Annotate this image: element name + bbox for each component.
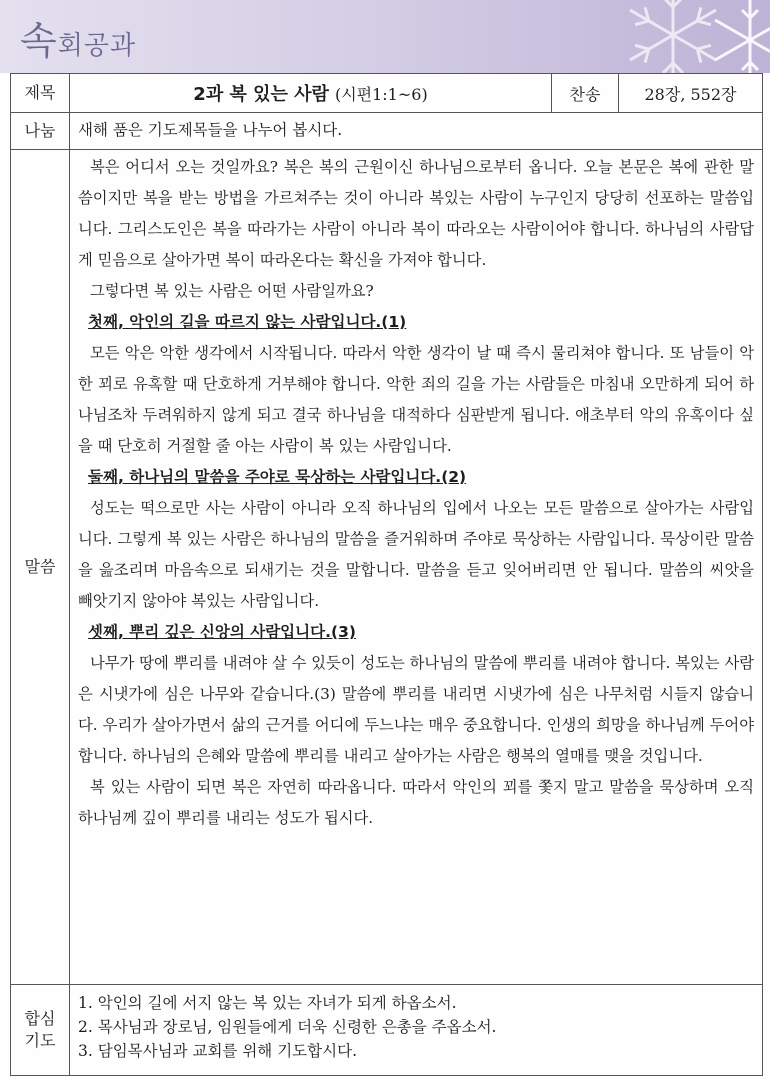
- title-label: 제목: [11, 74, 70, 112]
- header-title-rest: 회공과: [57, 31, 137, 61]
- scripture-reference: (시편1:1~6): [334, 84, 428, 104]
- sermon-conclusion: 복 있는 사람이 되면 복은 자연히 따라옵니다. 따라서 악인의 꾀를 쫓지 말고 말씀을 묵상하며 오직 하나님께 깊이 뿌리를 내리는 성도가 됩시다.: [78, 778, 754, 827]
- hymn-numbers: 28장, 552장: [644, 84, 737, 104]
- point2-heading: 둘째, 하나님의 말씀을 주야로 묵상하는 사람입니다.(2): [88, 468, 467, 486]
- point3-body: 나무가 땅에 뿌리를 내려야 살 수 있듯이 성도는 하나님의 말씀에 뿌리를 내려야 합니다. 복있는 사람은 시냇가에 심은 나무와 같습니다.(3) 말씀에 뿌리를 내리면 시냇가에 심은 나무처럼 시들지 않습니다. 우리가 살아가면서 삶의 근거를 어디에 두느냐는 매우 중요합니다. 인생의 희망을 하나님께 두어야 합니다. 하나님의 은혜와 말씀에 뿌리를 내리고 살아가는 사람은 행복의 열매를 맺을 것입니다.: [78, 654, 755, 765]
- header-title-first: 속: [20, 19, 58, 63]
- sermon-content: [70, 150, 762, 984]
- point1-heading: 첫째, 악인의 길을 따르지 않는 사람입니다.(1): [88, 313, 407, 331]
- point1-body: 모든 악은 악한 생각에서 시작됩니다. 따라서 악한 생각이 날 때 즉시 물리쳐야 합니다. 또 남들이 악한 꾀로 유혹할 때 단호하게 거부해야 합니다. 악한 죄의 길을 가는 사람들은 마침내 오만하게 되어 하나님조차 두려워하지 않게 되고 결국 하나님을 대적하다 심판받게 됩니다. 애초부터 악의 유혹이다 싶을 때 단호히 거절할 줄 아는 사람이 복 있는 사람입니다.: [78, 344, 754, 455]
- sermon-question: 그렇다면 복 있는 사람은 어떤 사람일까요?: [90, 282, 374, 300]
- prayer-label-line2: 기도: [24, 1031, 56, 1050]
- sermon-intro: 복은 어디서 오는 것일까요? 복은 복의 근원이신 하나님으로부터 옵니다. 오늘 본문은 복에 관한 말씀이지만 복을 받는 방법을 가르쳐주는 것이 아니라 복있는 사람이 누구인지 당당히 선포하는 말씀입니다. 그리스도인은 복을 따라가는 사람이 아니라 복이 따라오는 사람이어야 합니다. 하나님의 사람답게 믿음으로 살아가면 복이 따라온다는 확신을 가져야 합니다.: [78, 158, 754, 269]
- prayer-item: 3. 담임목사님과 교회를 위해 기도합시다.: [78, 1042, 357, 1060]
- lesson-title: 2과 복 있는 사람: [193, 84, 329, 105]
- title-row: [11, 73, 762, 113]
- prayer-row: [11, 985, 762, 1076]
- hymn-label: 찬송: [552, 74, 619, 112]
- share-label: 나눔: [11, 113, 70, 149]
- share-row: [11, 113, 762, 150]
- sermon-row: [11, 150, 762, 985]
- snowflake-icon: [705, 0, 770, 73]
- lesson-sheet: [10, 73, 763, 1076]
- prayer-item: 2. 목사님과 장로님, 임원들에게 더욱 신령한 은총을 주옵소서.: [78, 1018, 497, 1036]
- prayer-label-line1: 합심: [24, 1009, 56, 1028]
- header-banner: [0, 0, 770, 73]
- share-text: 새해 품은 기도제목들을 나누어 봅시다.: [78, 121, 343, 139]
- lesson-title-cell: [70, 74, 552, 112]
- point2-body: 성도는 떡으로만 사는 사람이 아니라 오직 하나님의 입에서 나오는 모든 말씀으로 살아가는 사람입니다. 그렇게 복 있는 사람은 하나님의 말씀을 즐거워하며 주야로 묵상하는 사람입니다. 묵상이란 말씀을 읊조리며 마음속으로 되새기는 것을 말합니다. 말씀을 듣고 잊어버리면 안 됩니다. 말씀의 씨앗을 빼앗기지 않아야 복있는 사람입니다.: [78, 499, 754, 610]
- prayer-item: 1. 악인의 길에 서지 않는 복 있는 자녀가 되게 하옵소서.: [78, 994, 457, 1012]
- prayer-list: [70, 985, 762, 1075]
- point3-heading: 셋째, 뿌리 깊은 신앙의 사람입니다.(3): [88, 623, 356, 641]
- header-title: [20, 10, 136, 65]
- sermon-label: 말씀: [11, 150, 70, 984]
- prayer-label: [11, 985, 70, 1075]
